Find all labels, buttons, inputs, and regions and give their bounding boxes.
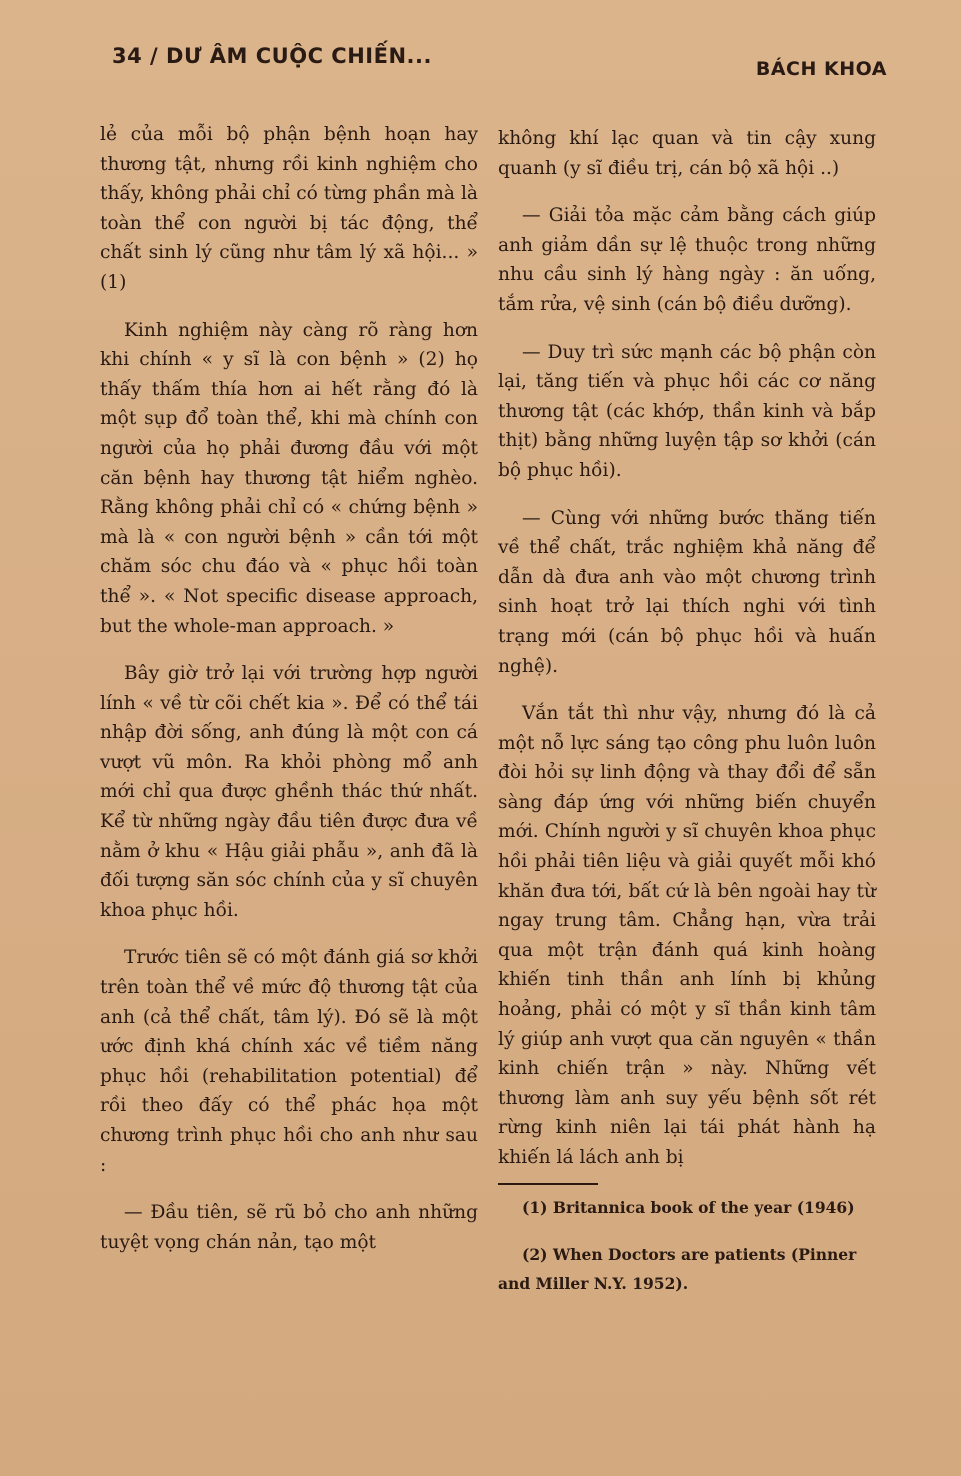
footnote: (1) Britannica book of the year (1946) xyxy=(522,1197,855,1217)
footnote: (2) When Doctors are patients (Pinner and Miller N.Y. 1952). xyxy=(498,1244,857,1293)
footnote-divider xyxy=(498,1183,598,1185)
paragraph: — Giải tỏa mặc cảm bằng cách giúp anh giảm dần sự lệ thuộc trong những nhu cầu sinh lý hàng ngày : ăn uống, tắm rửa, vệ sinh (cán bộ điều dưỡng). xyxy=(498,205,876,315)
running-head xyxy=(112,44,887,84)
paragraph: — Duy trì sức mạnh các bộ phận còn lại, tăng tiến và phục hồi các cơ năng thương tật (các khớp, thần kinh và bắp thịt) bằng những luyện tập sơ khởi (cán bộ phục hồi). xyxy=(498,341,876,481)
paragraph: không khí lạc quan và tin cậy xung quanh (y sĩ điều trị, cán bộ xã hội ..) xyxy=(498,128,876,179)
paragraph: lẻ của mỗi bộ phận bệnh hoạn hay thương tật, nhưng rồi kinh nghiệm cho thấy, không phải chỉ có từng phần mà là toàn thể con người bị tác động, thể chất sinh lý cũng như tâm lý xã hội... » (1) xyxy=(100,124,478,293)
left-column xyxy=(100,120,478,1257)
magazine-name: BÁCH KHOA xyxy=(755,58,887,80)
paragraph: — Cùng với những bước thăng tiến về thể chất, trắc nghiệm khả năng để dẫn dà đưa anh vào một chương trình sinh hoạt trở lại thích nghi với tình trạng mới (cán bộ phục hồi và huấn nghệ). xyxy=(498,507,876,677)
paragraph: Kinh nghiệm này càng rõ ràng hơn khi chính « y sĩ là con bệnh » (2) họ thấy thấm thía hơn ai hết rằng đó là một sụp đổ toàn thể, khi mà chính con người của họ phải đương đầu với một căn bệnh hay thương tật hiểm nghèo. Rằng không phải chỉ có « chứng bệnh » mà là « con người bệnh » cần tới một chăm sóc chu đáo và « phục hồi toàn thể ». « Not specific disease approach, but the whole-man approach. » xyxy=(100,319,478,637)
paragraph: Bây giờ trở lại với trường hợp người lính « về từ cõi chết kia ». Để có thể tái nhập đời sống, anh đúng là một con cá vượt vũ môn. Ra khỏi phòng mổ anh mới chỉ qua được ghềnh thác thứ nhất. Kể từ những ngày đầu tiên được đưa về nằm ở khu « Hậu giải phẫu », anh đã là đối tượng săn sóc chính của y sĩ chuyên khoa phục hồi. xyxy=(100,663,478,921)
paragraph: — Đầu tiên, sẽ rũ bỏ cho anh những tuyệt vọng chán nản, tạo một xyxy=(100,1202,478,1253)
page-number-and-title: 34 / DƯ ÂM CUỘC CHIẾN... xyxy=(112,44,432,68)
paragraph: Vắn tắt thì như vậy, nhưng đó là cả một nỗ lực sáng tạo công phu luôn luôn đòi hỏi sự linh động và thay đổi để sẵn sàng đáp ứng với những biến chuyển mới. Chính người y sĩ chuyên khoa phục hồi phải tiên liệu và giải quyết mỗi khó khăn đưa tới, bất cứ là bên ngoài hay từ ngay trung tâm. Chẳng hạn, vừa trải qua một trận đánh quá kinh hoàng khiến tinh thần anh lính bị khủng hoảng, phải có một y sĩ thần kinh tâm lý giúp anh vượt qua căn nguyên « thần kinh chiến trận » này. Những vết thương làm anh suy yếu bệnh sốt rét rừng kinh niên lại tái phát hành hạ khiến lá lách anh bị xyxy=(498,703,876,1168)
right-column xyxy=(498,124,876,1316)
paragraph: Trước tiên sẽ có một đánh giá sơ khởi trên toàn thể về mức độ thương tật của anh (cả thể chất, tâm lý). Đó sẽ là một ước định khá chính xác về tiềm năng phục hồi (rehabilitation potential) để rồi theo đấy có thể phác họa một chương trình phục hồi cho anh như sau : xyxy=(100,947,478,1176)
